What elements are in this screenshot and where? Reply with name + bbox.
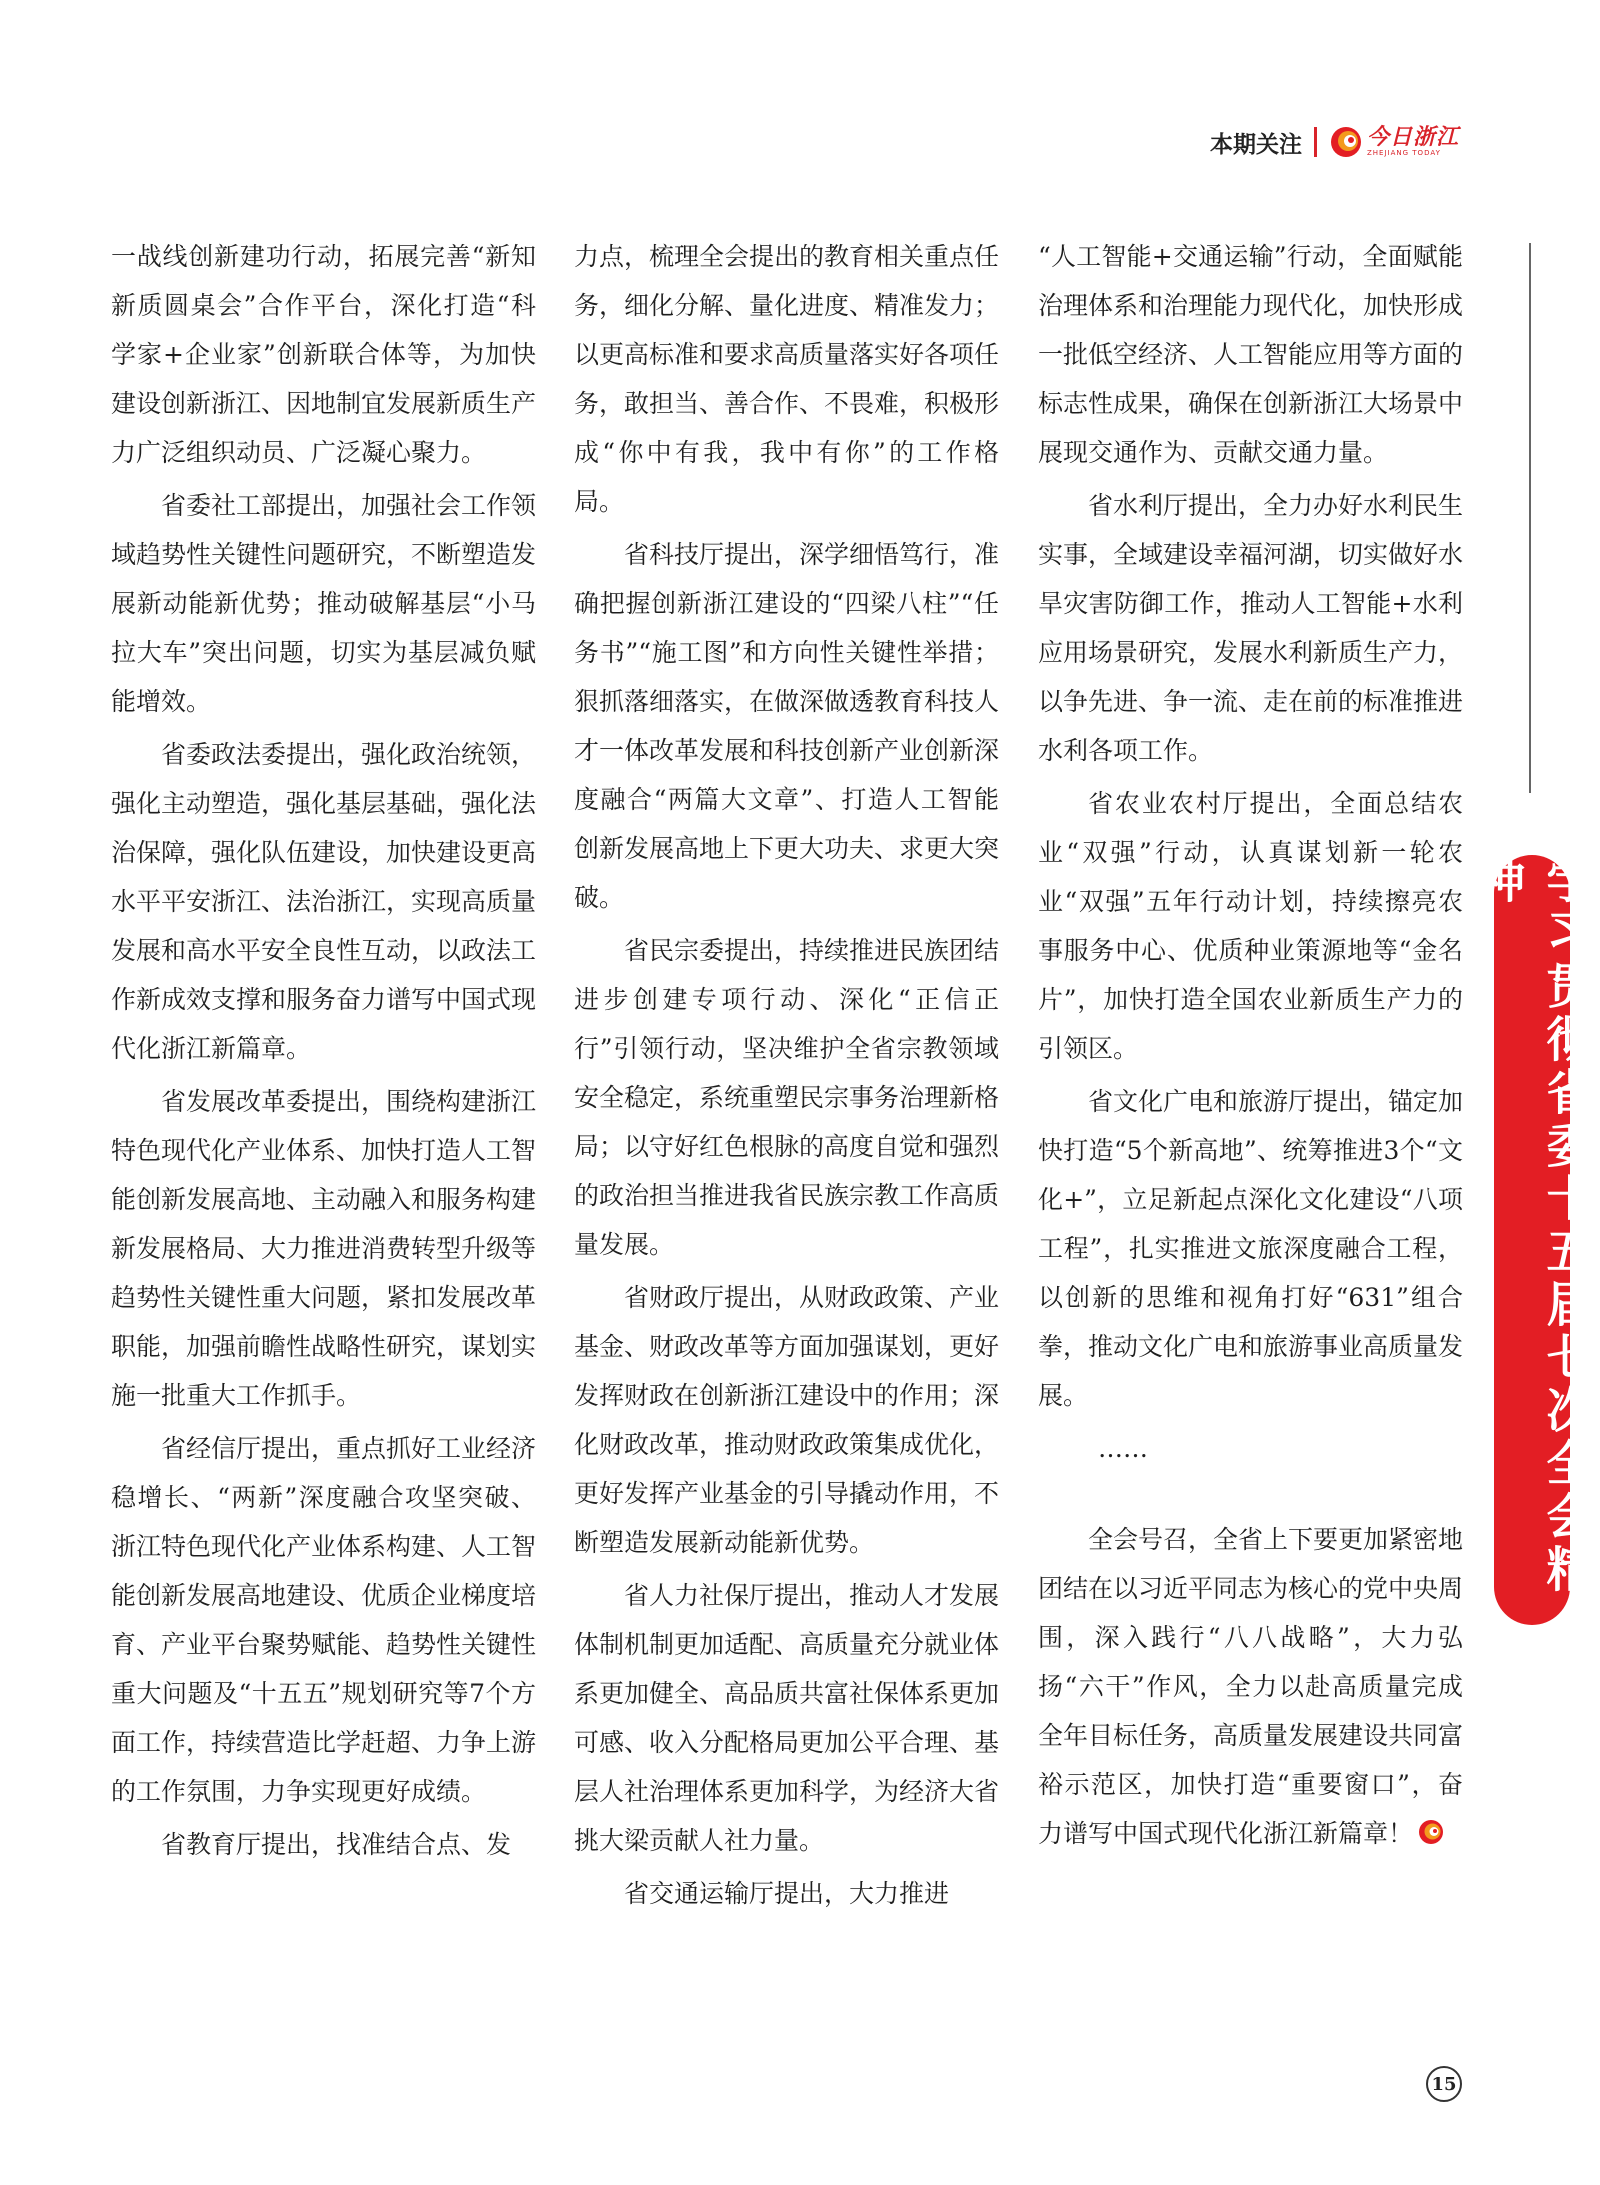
page-header	[1210, 118, 1459, 166]
page-number: 15	[1426, 2066, 1462, 2102]
end-mark-icon	[1417, 1818, 1445, 1846]
text-column-2	[574, 232, 999, 1922]
logo-title: 今日浙江	[1367, 125, 1460, 150]
text-column-3	[1038, 232, 1463, 1862]
paragraph: 省科技厅提出，深学细悟笃行，准确把握创新浙江建设的“四梁八柱”“任务书”“施工图”和方向性关键性举措；狠抓落细落实，在做深做透教育科技人才一体改革发展和科技创新产业创新深度融合“两篇大文章”、打造人工智能创新发展高地上下更大功夫、求更大突破。	[574, 540, 1000, 912]
paragraph: 省民宗委提出，持续推进民族团结进步创建专项行动、深化“正信正行”引领行动，坚决维护全省宗教领域安全稳定，系统重塑民宗事务治理新格局；以守好红色根脉的高度自觉和强烈的政治担当推进我省民族宗教工作高质量发展。	[574, 936, 1000, 1259]
side-banner	[1469, 855, 1594, 1625]
paragraph: 一战线创新建功行动，拓展完善“新知新质圆桌会”合作平台，深化打造“科学家+企业家”创新联合体等，为加快建设创新浙江、因地制宜发展新质生产力广泛组织动员、广泛凝心聚力。	[111, 242, 537, 467]
paragraph: 力点，梳理全会提出的教育相关重点任务，细化分解、量化进度、精准发力；以更高标准和要求高质量落实好各项任务，敢担当、善合作、不畏难，积极形成“你中有我，我中有你”的工作格局。	[574, 242, 1000, 516]
text-column-1	[111, 232, 536, 1873]
paragraph: 省经信厅提出，重点抓好工业经济稳增长、“两新”深度融合攻坚突破、浙江特色现代化产业体系构建、人工智能创新发展高地建设、优质企业梯度培育、产业平台聚势赋能、趋势性关键性重大问题及“十五五”规划研究等7个方面工作，持续营造比学赶超、力争上游的工作氛围，力争实现更好成绩。	[111, 1434, 537, 1806]
paragraph: 省教育厅提出，找准结合点、发	[161, 1830, 512, 1859]
side-divider-line	[1529, 243, 1531, 793]
side-banner-text: 学习贯彻省委十五届七次全会精神	[1469, 855, 1594, 1597]
closing-paragraph	[1038, 1515, 1463, 1858]
paragraph: 省财政厅提出，从财政政策、产业基金、财政改革等方面加强谋划，更好发挥财政在创新浙江建设中的作用；深化财政改革，推动财政政策集成优化，更好发挥产业基金的引导撬动作用，不断塑造发展新动能新优势。	[574, 1283, 1000, 1557]
closing-paragraph-text: 全会号召，全省上下要更加紧密地团结在以习近平同志为核心的党中央周围，深入践行“八八战略”，大力弘扬“六干”作风，全力以赴高质量完成全年目标任务，高质量发展建设共同富裕示范区，加快打造“重要窗口”，奋力谱写中国式现代化浙江新篇章！	[1038, 1525, 1464, 1848]
paragraph: 省水利厅提出，全力办好水利民生实事，全域建设幸福河湖，切实做好水旱灾害防御工作，推动人工智能+水利应用场景研究，发展水利新质生产力，以争先进、争一流、走在前的标准推进水利各项工作。	[1038, 491, 1464, 765]
zhejiang-today-logo	[1329, 125, 1459, 159]
ellipsis: ……	[1098, 1434, 1148, 1463]
paragraph: 省委政法委提出，强化政治统领，强化主动塑造，强化基层基础，强化法治保障，强化队伍建设，加快建设更高水平平安浙江、法治浙江，实现高质量发展和高水平安全良性互动，以政法工作新成效支撑和服务奋力谱写中国式现代化浙江新篇章。	[111, 740, 537, 1063]
paragraph: 省文化广电和旅游厅提出，锚定加快打造“5个新高地”、统筹推进3个“文化+”，立足新起点深化文化建设“八项工程”，扎实推进文旅深度融合工程，以创新的思维和视角打好“631”组合拳，推动文化广电和旅游事业高质量发展。	[1038, 1087, 1464, 1410]
paragraph: 省农业农村厅提出，全面总结农业“双强”行动，认真谋划新一轮农业“双强”五年行动计划，持续擦亮农事服务中心、优质种业策源地等“金名片”，加快打造全国农业新质生产力的引领区。	[1038, 789, 1463, 1063]
paragraph: 省交通运输厅提出，大力推进	[624, 1879, 950, 1908]
paragraph: 省委社工部提出，加强社会工作领域趋势性关键性问题研究，不断塑造发展新动能新优势；推动破解基层“小马拉大车”突出问题，切实为基层减负赋能增效。	[111, 491, 537, 716]
section-label: 本期关注	[1210, 131, 1302, 158]
header-divider	[1314, 127, 1317, 157]
paragraph: 省人力社保厅提出，推动人才发展体制机制更加适配、高质量充分就业体系更加健全、高品质共富社保体系更加可感、收入分配格局更加公平合理、基层人社治理体系更加科学，为经济大省挑大梁贡献人社力量。	[574, 1581, 1000, 1855]
logo-subtitle: ZHEJIANG TODAY	[1367, 149, 1441, 157]
paragraph: 省发展改革委提出，围绕构建浙江特色现代化产业体系、加快打造人工智能创新发展高地、主动融入和服务构建新发展格局、大力推进消费转型升级等趋势性关键性重大问题，紧扣发展改革职能，加强前瞻性战略性研究，谋划实施一批重大工作抓手。	[111, 1087, 537, 1410]
logo-swirl-icon	[1329, 125, 1363, 159]
paragraph: “人工智能+交通运输”行动，全面赋能治理体系和治理能力现代化，加快形成一批低空经济、人工智能应用等方面的标志性成果，确保在创新浙江大场景中展现交通作为、贡献交通力量。	[1038, 242, 1464, 467]
